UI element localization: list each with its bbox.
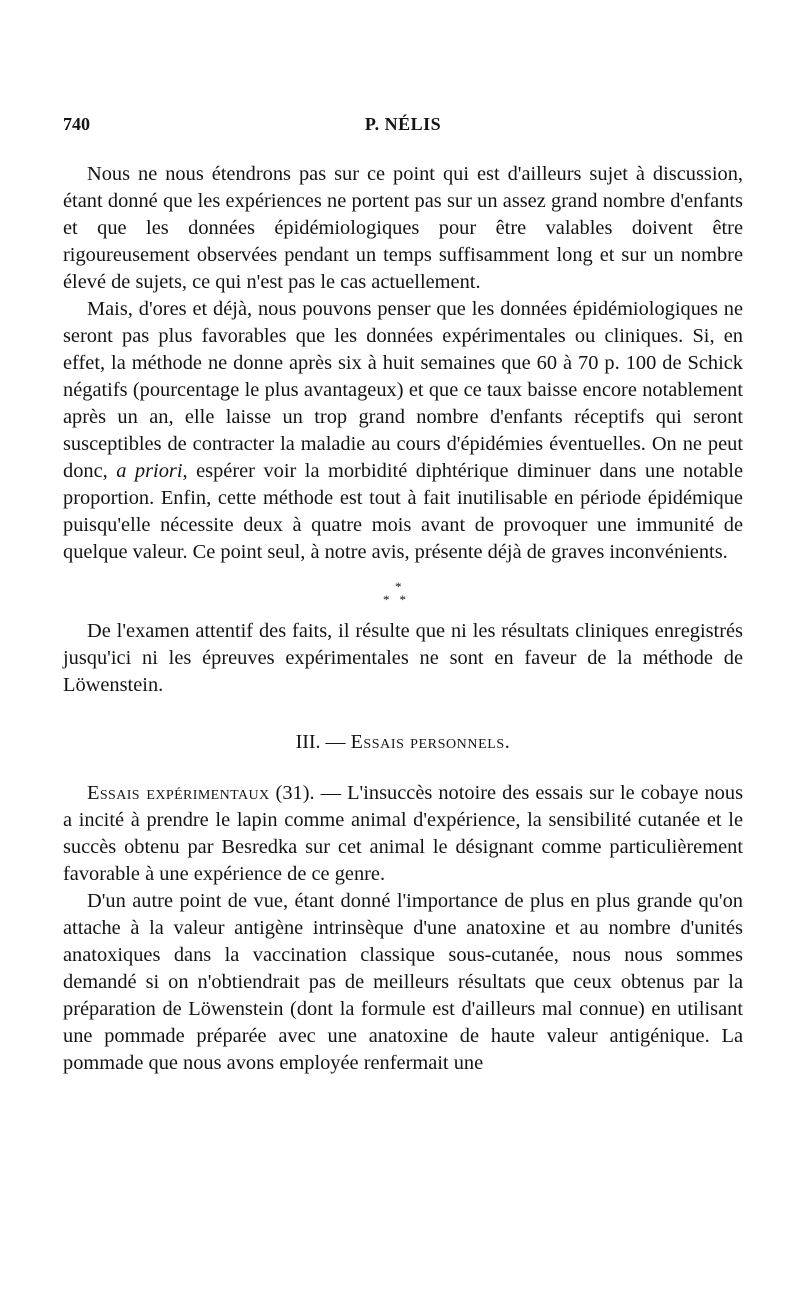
asterism-stars-bottom: ** [383,592,416,607]
italic-a-priori: a priori [116,460,183,482]
paragraph-2 [63,296,743,566]
paragraph-3: De l'examen attentif des faits, il résulte que ni les résultats cliniques enregistrés jusqu'ici ni les épreuves expérimentales ne sont en faveur de la méthode de Löwenstein. [63,620,743,696]
paragraph-2-text-a: Mais, d'ores et déjà, nous pouvons penser que les données épidémiologiques ne seront pas plus favorables que les données expérimentales ou cliniques. Si, en effet, la méthode ne donne après six à huit semaines que 60 à 70 p. 100 de Schick négatifs (pourcentage le plus avantageux) et que ce taux baisse encore notablement après un an, elle laisse un trop grand nombre d'enfants réceptifs qui seront susceptibles de contracter la maladie au cours d'épidémies éventuelles. On ne peut donc, [63,298,743,482]
running-head: P. NÉLIS [364,114,442,134]
section-heading [63,729,743,756]
section-numeral: III. — [295,731,351,753]
paragraph-5: D'un autre point de vue, étant donné l'importance de plus en plus grande qu'on attache à la valeur antigène intrinsèque d'une anatoxine et au nombre d'unités anatoxiques dans la vaccination classique sous-cutanée, nous nous sommes demandé si on n'obtiendrait pas de meilleurs résultats que ceux obtenus par la préparation de Löwenstein (dont la formule est d'ailleurs mal connue) en utilisant une pommade préparée avec une anatoxine de haute valeur antigénique. La pommade que nous avons employée renfermait une [63,890,743,1074]
asterism-divider [63,566,743,618]
paragraph-4-lead: Essais expérimentaux [87,782,270,804]
paragraph-2-text-b: , espérer voir la morbidité diphtérique diminuer dans une notable proportion. Enfin, cette méthode est tout à fait inutilisable en période épidémique puisqu'elle nécessite deux à quatre mois avant de provoquer une immunité de quelque valeur. Ce point seul, à notre avis, présente déjà de graves inconvénients. [63,460,744,563]
paragraph-1: Nous ne nous étendrons pas sur ce point qui est d'ailleurs sujet à discussion, étant donné que les expériences ne portent pas sur un assez grand nombre d'enfants et que les données épidémiologiques pour être valables doivent être rigoureusement observées pendant un temps suffisamment long et sur un nombre élevé de sujets, ce qui n'est pas le cas actuellement. [63,163,743,293]
paragraph-4-text: (31). — L'insuccès notoire des essais sur le cobaye nous a incité à prendre le lapin comme animal d'expérience, la sensibilité cutanée et le succès obtenu par Besredka sur cet animal le désignant comme particulièrement favorable à une expérience de ce genre. [63,782,744,885]
page-number: 740 [63,114,90,134]
book-page [63,108,743,1077]
section-title: Essais personnels. [350,731,511,753]
page-header [63,108,743,138]
asterism-star-top: * [395,579,402,594]
paragraph-4 [63,780,743,888]
